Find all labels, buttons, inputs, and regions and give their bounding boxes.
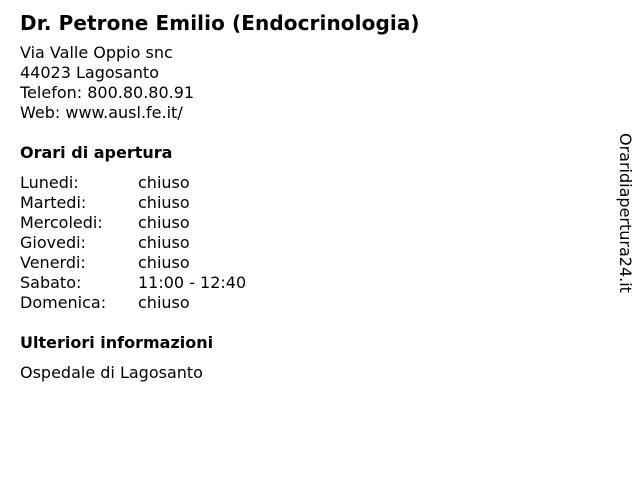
hours-time: 11:00 - 12:40 (138, 273, 247, 292)
hours-time: chiuso (138, 213, 190, 232)
more-info-heading: Ulteriori informazioni (20, 333, 214, 352)
address-block (20, 43, 600, 123)
page-title: Dr. Petrone Emilio (Endocrinologia) (20, 11, 420, 35)
hours-row (20, 173, 600, 193)
hours-day: Lunedi: (20, 173, 79, 192)
listing-page (20, 8, 600, 383)
opening-hours-table (20, 173, 600, 313)
hours-time: chiuso (138, 193, 190, 212)
address-street: Via Valle Oppio snc (20, 43, 173, 62)
hours-row (20, 193, 600, 213)
hours-row (20, 253, 600, 273)
hours-time: chiuso (138, 233, 190, 252)
hours-time: chiuso (138, 173, 190, 192)
hours-row (20, 233, 600, 253)
opening-hours-heading: Orari di apertura (20, 143, 173, 162)
address-phone: Telefon: 800.80.80.91 (20, 83, 195, 102)
hours-day: Giovedi: (20, 233, 86, 252)
site-watermark: Oraridiapertura24.it (616, 133, 635, 293)
hours-time: chiuso (138, 253, 190, 272)
hours-time: chiuso (138, 293, 190, 312)
hours-day: Domenica: (20, 293, 107, 312)
address-web: Web: www.ausl.fe.it/ (20, 103, 183, 122)
hours-row (20, 213, 600, 233)
hours-row (20, 273, 600, 293)
hours-row (20, 293, 600, 313)
address-city: 44023 Lagosanto (20, 63, 159, 82)
more-info-text: Ospedale di Lagosanto (20, 363, 203, 382)
hours-day: Martedi: (20, 193, 87, 212)
hours-day: Mercoledi: (20, 213, 103, 232)
hours-day: Venerdi: (20, 253, 86, 272)
hours-day: Sabato: (20, 273, 82, 292)
